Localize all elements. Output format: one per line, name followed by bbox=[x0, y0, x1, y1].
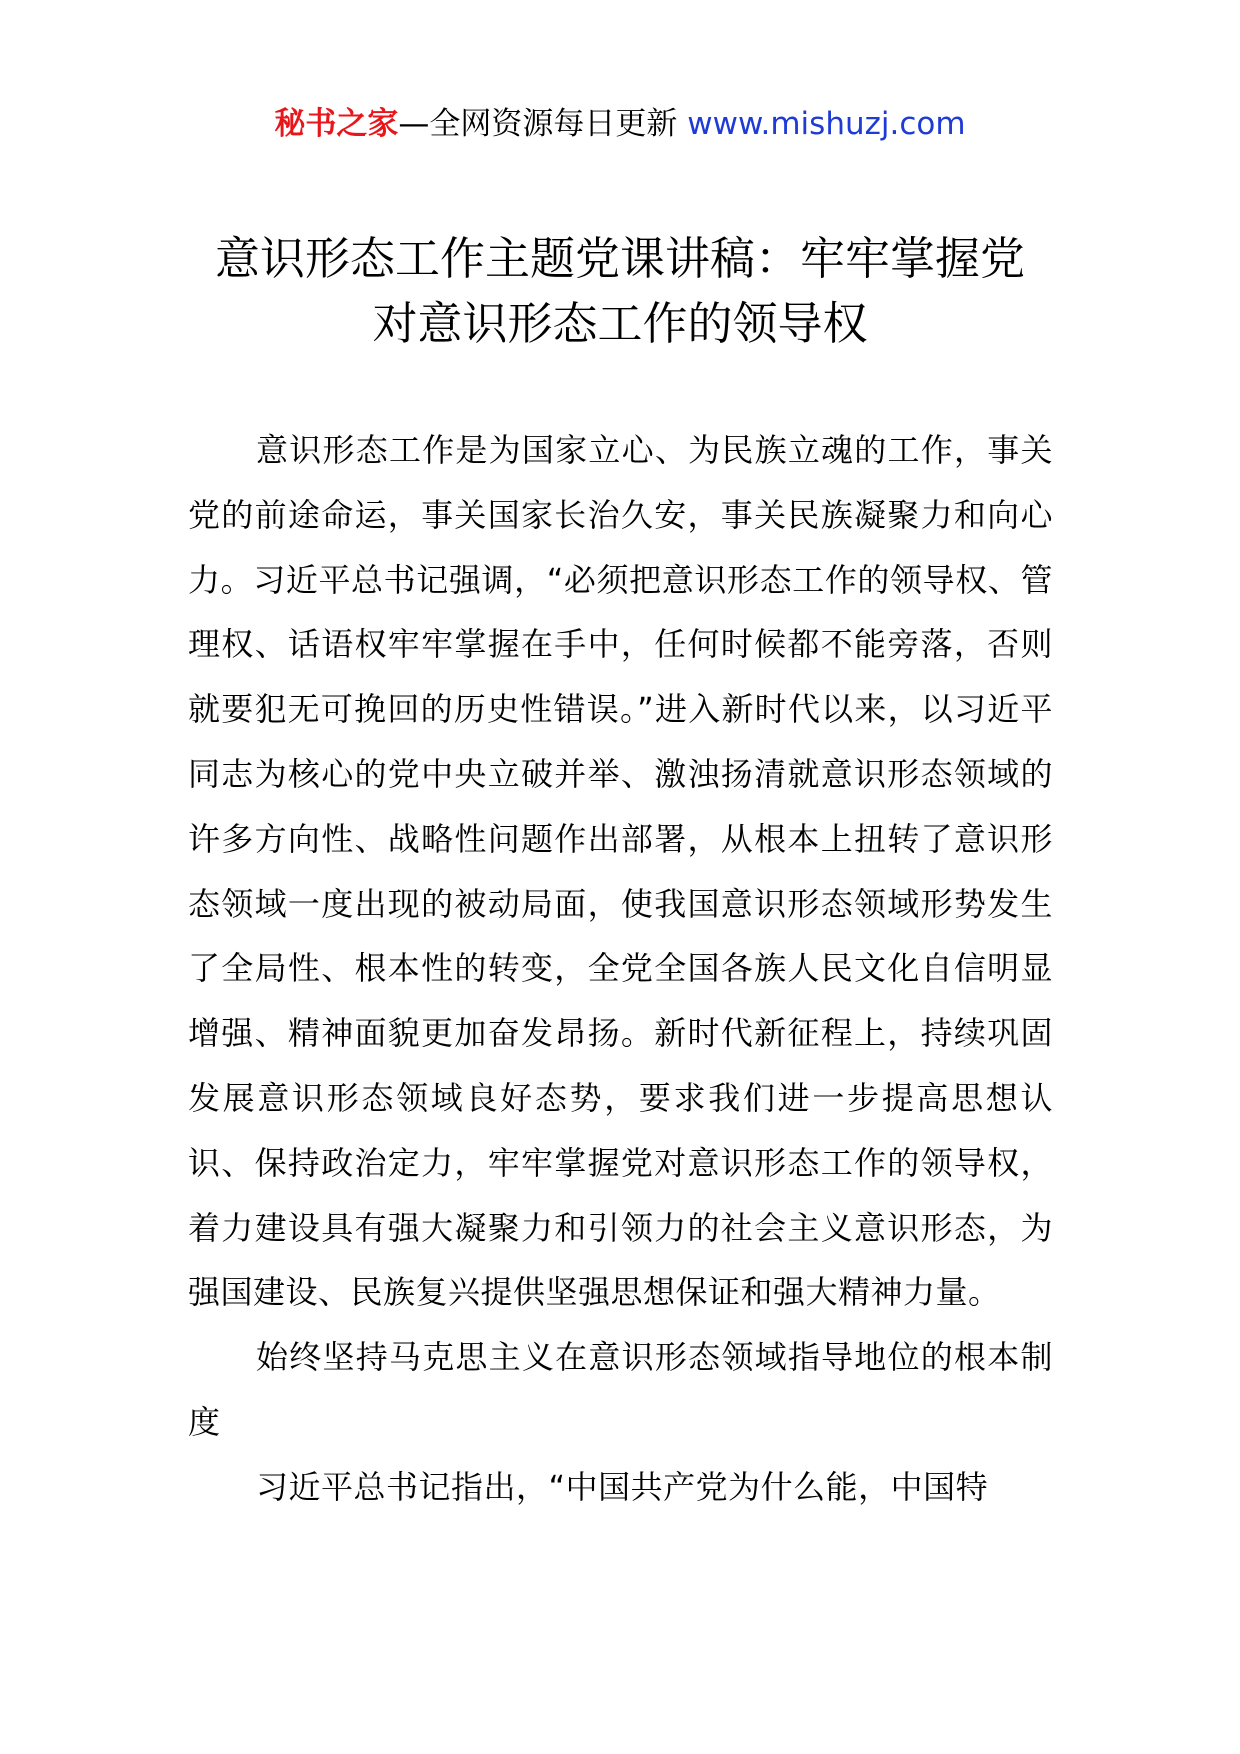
document-title bbox=[0, 226, 1240, 356]
document-body bbox=[188, 418, 1053, 1520]
site-url: www.mishuzj.com bbox=[687, 106, 966, 142]
title-line-1: 意识形态工作主题党课讲稿：牢牢掌握党 bbox=[214, 232, 1025, 285]
header-tagline: —全网资源每日更新 bbox=[398, 106, 688, 142]
paragraph-quote: 习近平总书记指出，“中国共产党为什么能，中国特 bbox=[256, 1467, 989, 1506]
paragraph-intro: 意识形态工作是为国家立心、为民族立魂的工作，事关党的前途命运，事关国家长治久安，事关民族凝聚力和向心力。习近平总书记强调，“必须把意识形态工作的领导权、管理权、话语权牢牢掌握在手中，任何时候都不能旁落，否则就要犯无可挽回的历史性错误。”进入新时代以来，以习近平同志为核心的党中央立破并举、激浊扬清就意识形态领域的许多方向性、战略性问题作出部署，从根本上扭转了意识形态领域一度出现的被动局面，使我国意识形态领域形势发生了全局性、根本性的转变，全党全国各族人民文化自信明显增强、精神面貌更加奋发昂扬。新时代新征程上，持续巩固发展意识形态领域良好态势，要求我们进一步提高思想认识、保持政治定力，牢牢掌握党对意识形态工作的领导权，着力建设具有强大凝聚力和引领力的社会主义意识形态，为强国建设、民族复兴提供坚强思想保证和强大精神力量。 bbox=[188, 431, 1053, 1312]
title-line-2: 对意识形态工作的领导权 bbox=[372, 297, 868, 350]
section-heading: 始终坚持马克思主义在意识形态领域指导地位的根本制度 bbox=[188, 1338, 1053, 1441]
brand-name: 秘书之家 bbox=[274, 106, 399, 142]
page-header bbox=[0, 102, 1240, 146]
